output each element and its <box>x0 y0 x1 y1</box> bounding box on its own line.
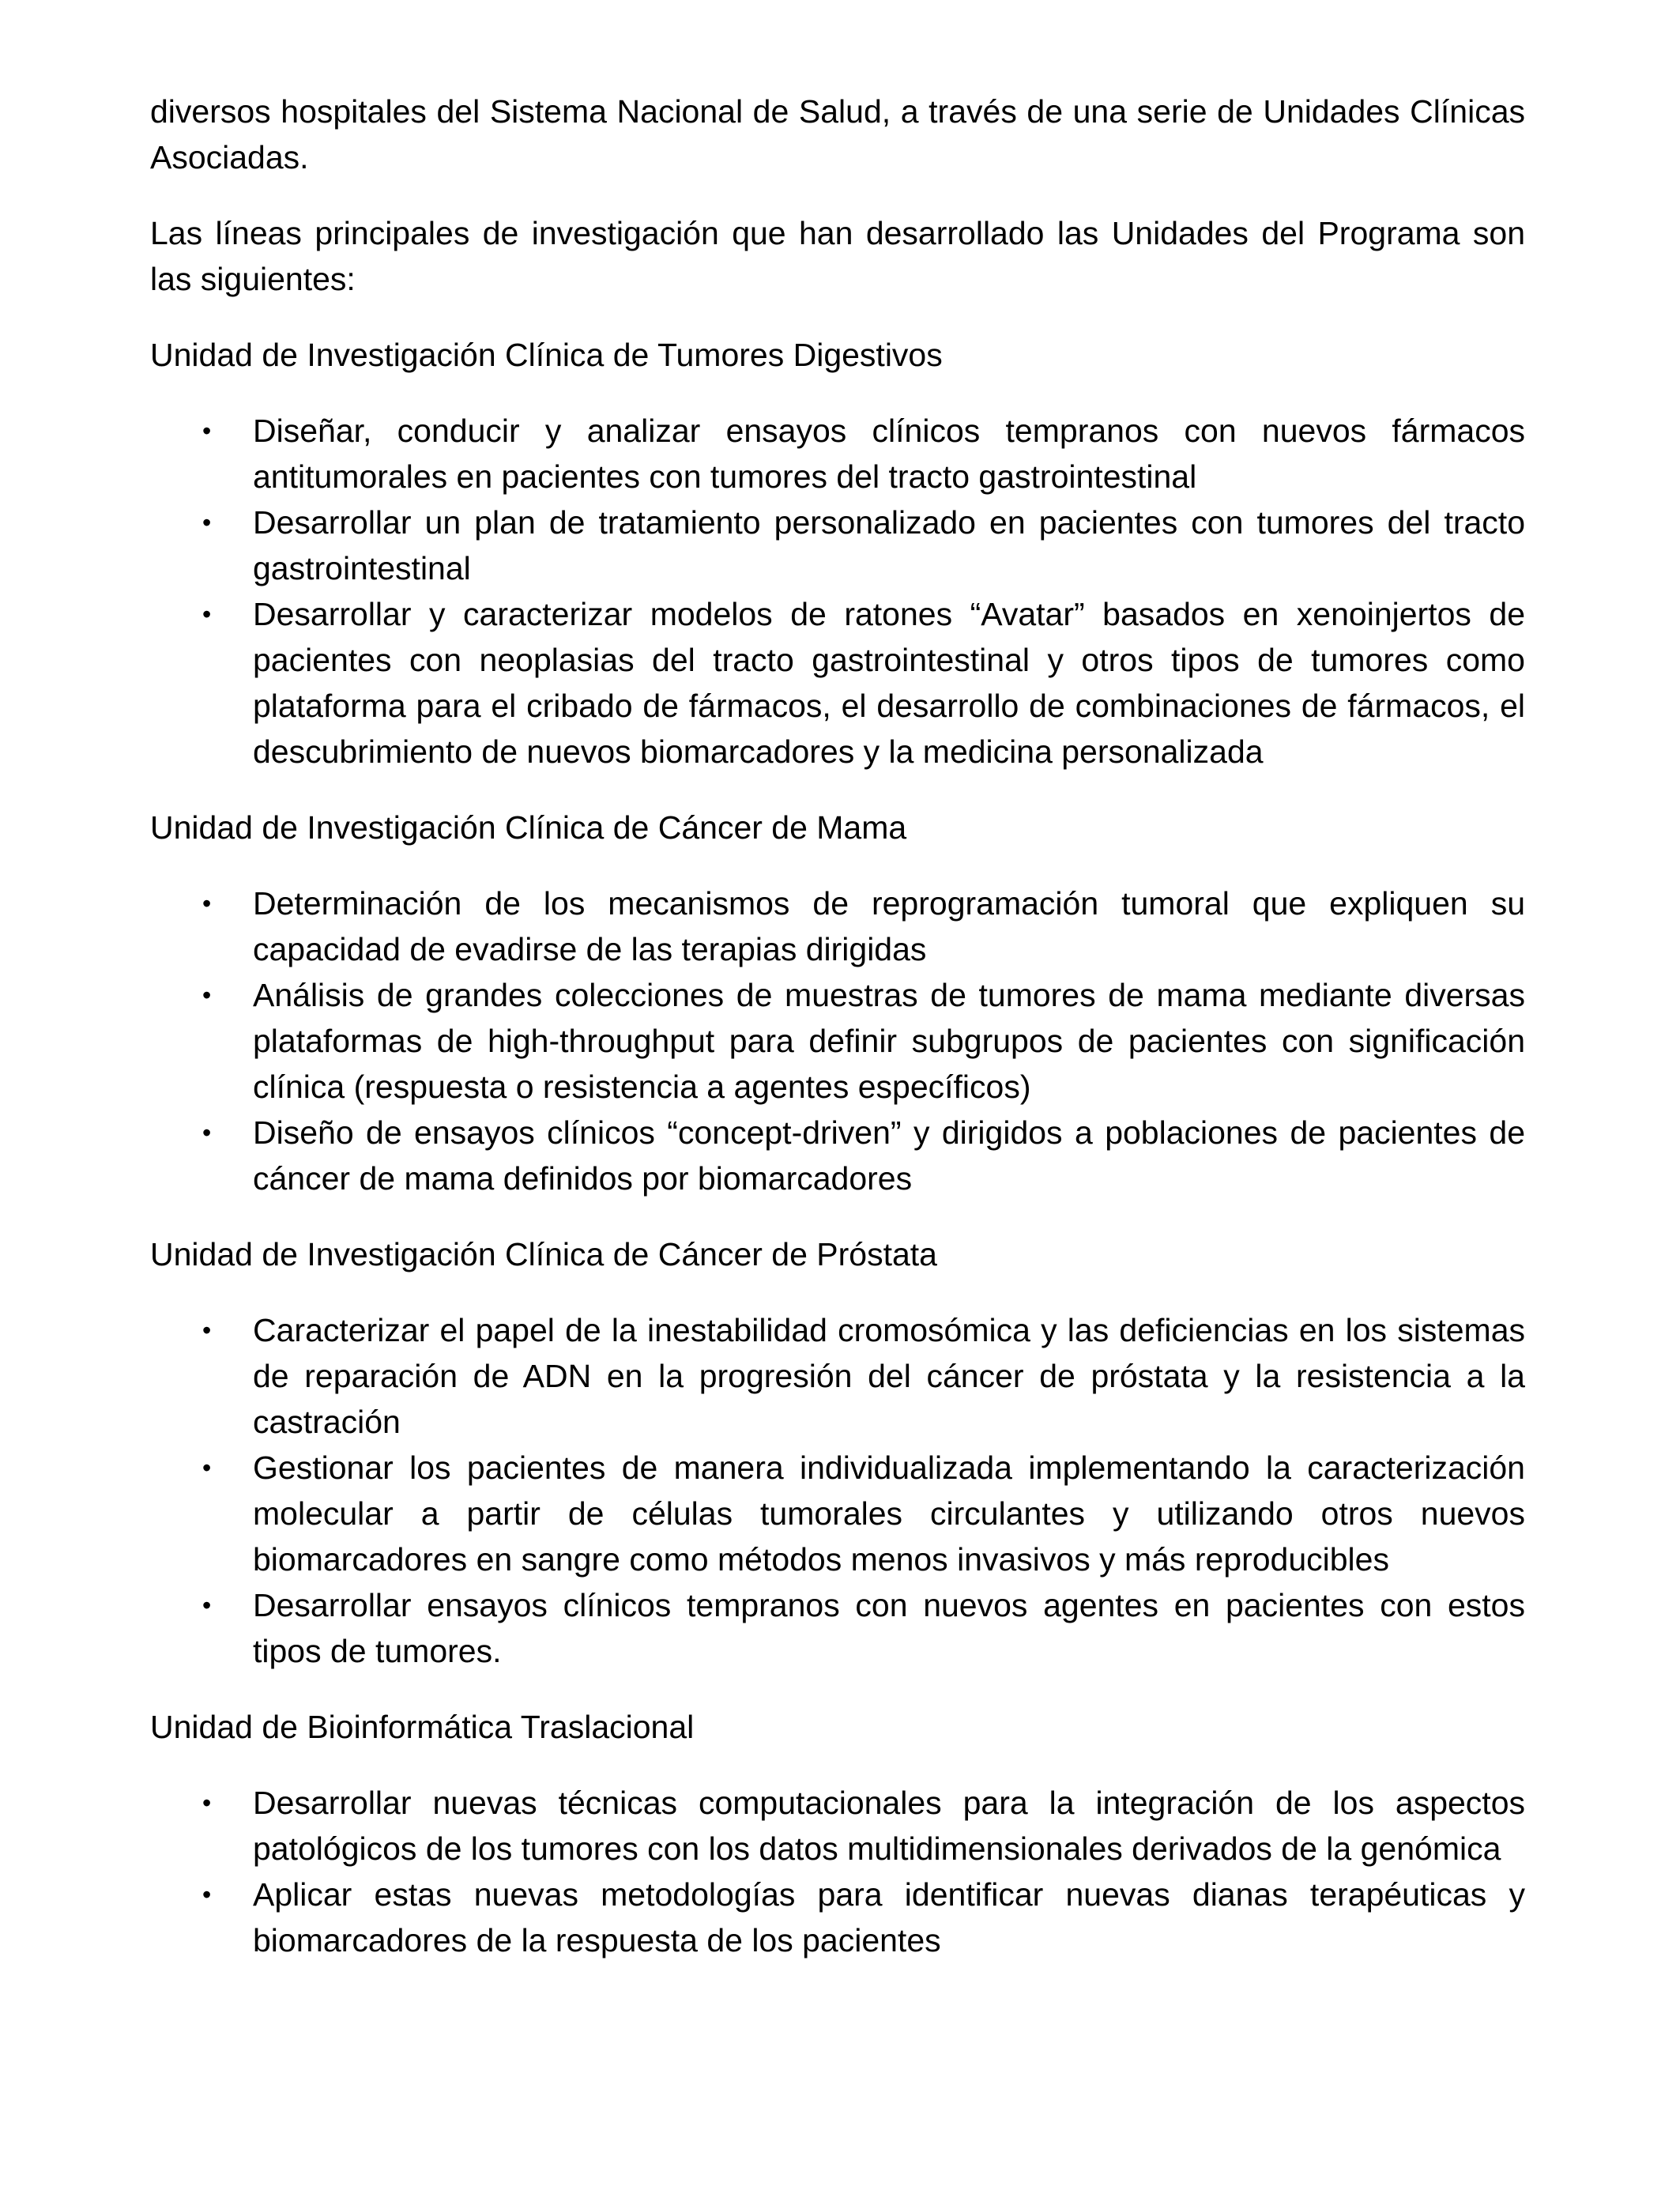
list-item <box>150 408 1525 499</box>
list-item-text: Caracterizar el papel de la inestabilidad cromosómica y las deficiencias en los sistemas de reparación de ADN en la progresión del cáncer de próstata y la resistencia a la castración <box>253 1312 1525 1440</box>
bullet-icon: • <box>202 1316 212 1344</box>
list-item <box>150 1780 1525 1872</box>
list-item <box>150 972 1525 1110</box>
bullet-icon: • <box>202 417 212 445</box>
bullet-icon: • <box>202 889 212 918</box>
list-item-text: Desarrollar ensayos clínicos tempranos con nuevos agentes en pacientes con estos tipos de tumores. <box>253 1587 1525 1669</box>
list-item <box>150 880 1525 972</box>
list-item <box>150 1110 1525 1201</box>
bullet-list-tumores-digestivos <box>150 408 1525 775</box>
list-item-text: Diseñar, conducir y analizar ensayos clínicos tempranos con nuevos fármacos antitumorales en pacientes con tumores del tracto gastrointestinal <box>253 413 1525 495</box>
list-item-text: Desarrollar y caracterizar modelos de ratones “Avatar” basados en xenoinjertos de pacientes con neoplasias del tracto gastrointestinal y otros tipos de tumores como plataforma para el cribado de fármacos, el desarrollo de combinaciones de fármacos, el descubrimiento de nuevos biomarcadores y la medicina personalizada <box>253 596 1525 770</box>
list-item-text: Gestionar los pacientes de manera individualizada implementando la caracterización molecular a partir de células tumorales circulantes y utilizando otros nuevos biomarcadores en sangre como métodos menos invasivos y más reproducibles <box>253 1449 1525 1578</box>
document-page <box>150 89 1525 1993</box>
list-item <box>150 1307 1525 1445</box>
list-item-text: Aplicar estas nuevas metodologías para identificar nuevas dianas terapéuticas y biomarcadores de la respuesta de los pacientes <box>253 1876 1525 1958</box>
list-item <box>150 1445 1525 1582</box>
bullet-list-bioinformatica-traslacional <box>150 1780 1525 1963</box>
bullet-icon: • <box>202 1453 212 1482</box>
bullet-icon: • <box>202 600 212 628</box>
section-heading-bioinformatica-traslacional: Unidad de Bioinformática Traslacional <box>150 1709 695 1745</box>
list-item-text: Desarrollar un plan de tratamiento personalizado en pacientes con tumores del tracto gastrointestinal <box>253 504 1525 586</box>
bullet-list-cancer-de-prostata <box>150 1307 1525 1674</box>
list-item-text: Análisis de grandes colecciones de muestras de tumores de mama mediante diversas plataformas de high-throughput para definir subgrupos de pacientes con significación clínica (respuesta o resistencia a agentes específicos) <box>253 977 1525 1105</box>
list-item-text: Desarrollar nuevas técnicas computacionales para la integración de los aspectos patológicos de los tumores con los datos multidimensionales derivados de la genómica <box>253 1785 1525 1867</box>
list-item-text: Determinación de los mecanismos de reprogramación tumoral que expliquen su capacidad de evadirse de las terapias dirigidas <box>253 885 1525 967</box>
intro-lead-paragraph: Las líneas principales de investigación que han desarrollado las Unidades del Programa son las siguientes: <box>150 215 1525 297</box>
bullet-icon: • <box>202 1880 212 1909</box>
section-heading-cancer-de-prostata: Unidad de Investigación Clínica de Cáncer de Próstata <box>150 1236 937 1272</box>
bullet-icon: • <box>202 1789 212 1817</box>
list-item-text: Diseño de ensayos clínicos “concept-driven” y dirigidos a poblaciones de pacientes de cáncer de mama definidos por biomarcadores <box>253 1114 1525 1197</box>
section-heading-cancer-de-mama: Unidad de Investigación Clínica de Cáncer de Mama <box>150 809 907 846</box>
bullet-icon: • <box>202 508 212 537</box>
bullet-icon: • <box>202 1591 212 1619</box>
list-item <box>150 591 1525 775</box>
section-heading-tumores-digestivos: Unidad de Investigación Clínica de Tumores Digestivos <box>150 337 943 373</box>
bullet-list-cancer-de-mama <box>150 880 1525 1201</box>
list-item <box>150 1872 1525 1963</box>
intro-continuation-paragraph: diversos hospitales del Sistema Nacional de Salud, a través de una serie de Unidades Clínicas Asociadas. <box>150 93 1525 175</box>
bullet-icon: • <box>202 1118 212 1147</box>
bullet-icon: • <box>202 981 212 1009</box>
list-item <box>150 1582 1525 1674</box>
list-item <box>150 499 1525 591</box>
